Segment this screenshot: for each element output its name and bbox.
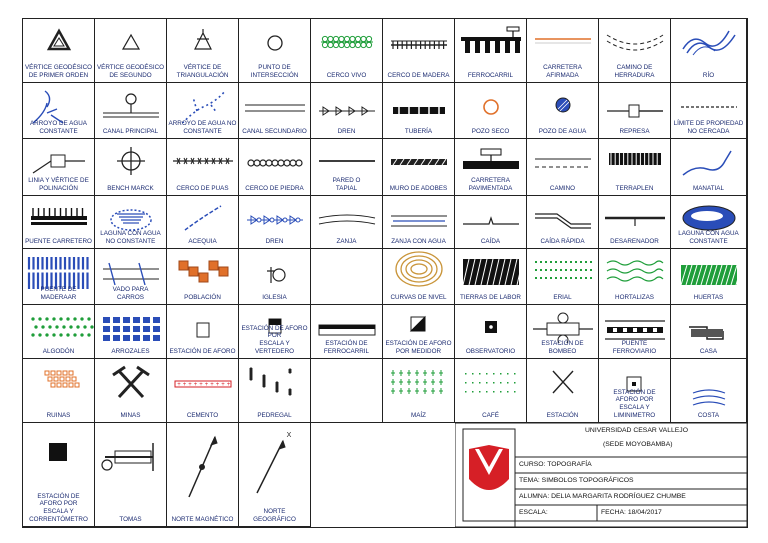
dam-icon	[599, 83, 671, 123]
barbed-fence-icon	[167, 139, 239, 180]
svg-text:+: +	[210, 382, 214, 388]
symbol-cell	[383, 249, 455, 305]
symbol-cell	[311, 139, 383, 196]
date-label: FECHA: 18/04/2017	[601, 509, 662, 516]
symbol-label: CARRETERA AFIRMADA	[543, 64, 582, 80]
symbol-cell	[311, 305, 383, 359]
pipe-icon	[383, 83, 455, 123]
railway-icon	[455, 19, 527, 67]
title-block	[455, 423, 747, 527]
symbol-cell	[383, 83, 455, 139]
symbol-label: DESARENADOR	[610, 238, 659, 246]
symbol-label: LAGUNA CON AGUA CONSTANTE	[678, 230, 739, 246]
embankment-icon	[599, 139, 671, 180]
symbol-label: ESTACIÓN DE AFORO POR ESCALA Y VERTEDERO	[241, 324, 308, 356]
symbol-label: ALGODÓN	[42, 348, 75, 356]
symbol-label: VÉRTICE GEODÉSICO DE PRIMER ORDEN	[24, 64, 93, 80]
symbol-cell	[23, 359, 95, 423]
symbol-label: DREN	[337, 128, 356, 136]
symbol-label: CAFÉ	[482, 412, 499, 420]
symbol-cell	[95, 249, 167, 305]
symbol-label: MAÍZ	[410, 412, 427, 420]
symbol-label: ESTACIÓN DE AFORO POR ESCALA Y CORRENTÓMETRO	[29, 492, 88, 524]
symbol-label: ESTACIÓN DE AFORO POR MEDIDOR	[385, 340, 452, 356]
symbol-label: IGLESIA	[262, 294, 287, 302]
symbol-label: TERRAPLEN	[615, 185, 654, 193]
symbol-cell	[671, 196, 747, 249]
svg-text:X: X	[286, 432, 292, 439]
symbol-label: ESTACIÓN DE FERROCARRIL	[323, 340, 370, 356]
symbol-label: POBLACIÓN	[184, 294, 221, 302]
symbol-label: ZANJA	[336, 238, 357, 246]
symbol-cell	[95, 423, 167, 527]
symbol-cell	[671, 19, 747, 83]
symbol-label: ARROYO DE AGUA NO CONSTANTE	[168, 120, 237, 136]
stony-ground-icon	[239, 359, 311, 407]
wasteland-icon	[527, 249, 599, 289]
symbol-cell	[95, 139, 167, 196]
symbol-label: BENCH MARCK	[107, 185, 154, 193]
symbol-cell	[23, 83, 95, 139]
cotton-icon	[23, 305, 95, 343]
symbol-label: ESTACIÓN DE AFORO	[169, 348, 236, 356]
symbol-label: TIERRAS DE LABOR	[460, 294, 521, 302]
symbol-cell	[527, 19, 599, 83]
symbol-label: CAMINO DE HERRADURA	[614, 64, 655, 80]
empty-icon	[311, 359, 383, 407]
symbol-label: COSTA	[697, 412, 720, 420]
triangle-outline-icon	[95, 19, 167, 67]
symbol-label: CERCO VIVO	[326, 72, 367, 80]
intake-icon	[95, 423, 167, 511]
symbol-label: PUNTO DE INTERSECCIÓN	[250, 64, 299, 80]
water-trench-icon	[383, 196, 455, 233]
symbol-cell	[455, 19, 527, 83]
symbol-cell	[527, 196, 599, 249]
symbol-cell	[599, 249, 671, 305]
symbol-cell	[239, 305, 311, 359]
symbol-cell	[455, 305, 527, 359]
circle-icon	[239, 19, 311, 67]
symbol-label: POZO DE AGUA	[538, 128, 587, 136]
ditch-icon	[167, 196, 239, 233]
symbol-cell	[311, 196, 383, 249]
drain-icon	[311, 83, 383, 123]
polygon-vertex-icon	[23, 139, 95, 180]
symbol-cell	[671, 305, 747, 359]
symbol-cell	[167, 423, 239, 527]
bridle-path-icon	[599, 19, 671, 67]
road-icon	[527, 139, 599, 180]
symbol-cell	[599, 196, 671, 249]
triangulation-icon	[167, 19, 239, 67]
symbol-label: TUBERÍA	[404, 128, 433, 136]
symbol-label: PARED O TAPIAL	[332, 177, 361, 193]
symbol-label: CANAL SECUNDARIO	[242, 128, 307, 136]
sand-trap-icon	[599, 196, 671, 233]
symbol-cell	[599, 305, 671, 359]
symbol-label: TOMAS	[119, 516, 142, 524]
stream-icon	[23, 83, 95, 123]
geographic-north-icon	[239, 423, 311, 511]
symbol-label: NORTE GEOGRÁFICO	[253, 508, 296, 524]
university-logo-icon	[467, 443, 511, 503]
symbol-label: CARRETERA PAVIMENTADA	[468, 177, 513, 193]
symbol-cell	[383, 359, 455, 423]
pump-station-icon	[527, 305, 599, 343]
symbol-label: LÍMITE DE PROPIEDAD NO CERCADA	[673, 120, 744, 136]
blue-rectangle-icon	[311, 249, 383, 289]
symbol-label: NORTE MAGNÉTICO	[171, 516, 234, 524]
symbol-label: LAGUNA CON AGUA NO CONSTANTE	[100, 230, 161, 246]
dry-well-icon	[455, 83, 527, 123]
symbol-label: HUERTAS	[693, 294, 724, 302]
symbol-cell	[239, 249, 311, 305]
symbol-cell	[311, 249, 383, 305]
symbol-cell	[599, 359, 671, 423]
hedge-icon	[311, 19, 383, 67]
cement-icon	[167, 359, 239, 407]
symbol-cell	[671, 139, 747, 196]
house-icon	[671, 305, 747, 343]
water-well-icon	[527, 83, 599, 123]
symbol-label: OBSERVATORIO	[465, 348, 516, 356]
symbol-label: CURVAS DE NIVEL	[390, 294, 447, 302]
symbol-label: CAMINO	[549, 185, 576, 193]
gauging-station-icon	[167, 305, 239, 343]
symbol-label: ESTACIÓN DE BOMBEO	[541, 340, 584, 356]
symbol-label: RUINAS	[46, 412, 71, 420]
station-x-icon	[527, 359, 599, 407]
railway-station-icon	[311, 305, 383, 343]
river-icon	[671, 19, 747, 67]
symbol-label: MURO DE ADOBES	[389, 185, 448, 193]
svg-text:+: +	[215, 382, 220, 388]
symbol-label: VÉRTICE DE TRIANGULACIÓN	[176, 64, 229, 80]
symbol-cell	[671, 83, 747, 139]
symbol-label: CASA	[699, 348, 718, 356]
symbol-label: CEMENTO	[186, 412, 219, 420]
symbol-label: ZANJA CON AGUA	[391, 238, 446, 246]
corn-icon	[383, 359, 455, 407]
symbol-cell	[599, 83, 671, 139]
symbol-label: ESTACIÓN	[546, 412, 579, 420]
symbol-cell	[167, 19, 239, 83]
svg-text:+: +	[199, 382, 203, 388]
symbol-cell	[671, 249, 747, 305]
symbol-label: ARROYO DE AGUA CONSTANTE	[29, 120, 88, 136]
symbol-cell	[311, 83, 383, 139]
bench-mark-icon	[95, 139, 167, 180]
symbol-label: REPRESA	[619, 128, 650, 136]
symbol-cell	[95, 83, 167, 139]
mines-icon	[95, 359, 167, 407]
symbol-cell	[527, 83, 599, 139]
farmland-icon	[455, 249, 527, 289]
symbol-cell	[671, 359, 747, 423]
symbol-cell	[239, 359, 311, 423]
symbol-label: HORTALIZAS	[615, 294, 654, 302]
symbol-label: CANAL PRINCIPAL	[102, 128, 159, 136]
symbol-cell	[239, 196, 311, 249]
symbol-cell	[239, 423, 311, 527]
symbol-label: PUENTE CARRETERO	[25, 238, 92, 246]
symbol-cell	[239, 19, 311, 83]
road-bridge-icon	[23, 196, 95, 233]
symbol-cell	[23, 249, 95, 305]
symbol-cell	[23, 196, 95, 249]
adobe-wall-icon	[383, 139, 455, 180]
symbol-cell	[239, 83, 311, 139]
symbol-label: POZO SECO	[471, 128, 510, 136]
rapid-drop-icon	[527, 196, 599, 233]
symbol-cell	[527, 359, 599, 423]
symbol-cell	[599, 19, 671, 83]
university-name: UNIVERSIDAD CESAR VALLEJO	[585, 427, 688, 434]
svg-text:+: +	[193, 382, 198, 388]
ruins-icon	[23, 359, 95, 407]
intermittent-stream-icon	[167, 83, 239, 123]
paved-highway-icon	[455, 139, 527, 180]
symbol-label: LINIA Y VÉRTICE DE POLINACIÓN	[28, 177, 89, 193]
contour-lines-icon	[383, 249, 455, 289]
symbol-label: DREN	[265, 238, 284, 246]
church-icon	[239, 249, 311, 289]
symbol-cell	[599, 139, 671, 196]
symbol-label: CAÍDA	[480, 238, 501, 246]
svg-text:+: +	[226, 382, 231, 388]
symbol-label: PUENTE FERROVIARIO	[612, 340, 657, 356]
student-label: ALUMNA: DELIA MARGARITA RODRÍGUEZ CHUMBE	[519, 493, 686, 500]
symbol-label: PUENTE DE MADERAAR	[40, 286, 77, 302]
symbol-cell	[455, 139, 527, 196]
symbol-cell	[167, 359, 239, 423]
symbol-cell	[455, 196, 527, 249]
symbol-label: CAÍDA RÁPIDA	[540, 238, 585, 246]
coast-icon	[671, 359, 747, 407]
symbol-label: FERROCARRIL	[467, 72, 514, 80]
coffee-icon	[455, 359, 527, 407]
stone-fence-icon	[239, 139, 311, 180]
intermittent-lagoon-icon	[95, 196, 167, 233]
scale-label: ESCALA:	[519, 509, 548, 516]
symbol-label: MANATIAL	[692, 185, 725, 193]
symbol-label: RÍO	[702, 72, 715, 80]
wall-icon	[311, 139, 383, 180]
symbol-cell	[455, 359, 527, 423]
observatory-icon	[455, 305, 527, 343]
symbol-label: ARROZALES	[111, 348, 150, 356]
symbol-label: PEDREGAL	[257, 412, 292, 420]
topic-label: TEMA: SIMBOLOS TOPOGRÁFICOS	[519, 477, 634, 484]
symbol-cell	[455, 249, 527, 305]
svg-text:+: +	[182, 382, 187, 388]
svg-text:+: +	[188, 382, 192, 388]
symbol-cell	[311, 19, 383, 83]
course-label: CURSO: TOPOGRAFÍA	[519, 461, 592, 468]
railway-bridge-icon	[599, 305, 671, 343]
symbol-cell	[383, 139, 455, 196]
symbol-cell	[95, 19, 167, 83]
symbol-label: CERCO DE PUAS	[176, 185, 229, 193]
symbol-label: ACEQUIA	[188, 238, 217, 246]
svg-text:+: +	[221, 382, 225, 388]
symbol-cell	[95, 305, 167, 359]
rice-field-icon	[95, 305, 167, 343]
paved-road-line-icon	[527, 19, 599, 67]
lagoon-icon	[671, 196, 747, 233]
wood-fence-icon	[383, 19, 455, 67]
symbol-label: VADO PARA CARROS	[112, 286, 149, 302]
symbol-cell	[95, 196, 167, 249]
triangle-vertex-icon	[23, 19, 95, 67]
magnetic-north-icon	[167, 423, 239, 511]
symbol-cell	[239, 139, 311, 196]
symbol-label: CERCO DE MADERA	[387, 72, 450, 80]
symbol-label: VÉRTICE GEODÉSICO DE SEGUNDO	[96, 64, 165, 80]
symbol-sheet	[22, 18, 748, 528]
symbol-cell	[167, 83, 239, 139]
symbol-cell	[527, 139, 599, 196]
symbol-label: ESTACIÓN DE AFORO POR ESCALA Y LIMINIMETRO	[613, 388, 656, 420]
symbol-cell	[23, 139, 95, 196]
symbol-cell	[383, 305, 455, 359]
symbol-cell	[23, 305, 95, 359]
symbol-cell	[383, 196, 455, 249]
trench-icon	[311, 196, 383, 233]
symbol-cell	[167, 249, 239, 305]
main-canal-icon	[95, 83, 167, 123]
symbol-cell	[527, 249, 599, 305]
ford-icon	[95, 249, 167, 289]
svg-text:+: +	[177, 382, 181, 388]
wood-bridge-icon	[23, 249, 95, 289]
symbol-cell	[167, 196, 239, 249]
symbol-cell	[23, 423, 95, 527]
campus-name: (SEDE MOYOBAMBA)	[603, 441, 673, 448]
symbol-cell	[167, 139, 239, 196]
symbol-label: MINAS	[120, 412, 141, 420]
symbol-cell	[95, 359, 167, 423]
property-limit-icon	[671, 83, 747, 123]
drain-line-icon	[239, 196, 311, 233]
vegetables-icon	[599, 249, 671, 289]
symbol-cell	[383, 19, 455, 83]
symbol-cell	[455, 83, 527, 139]
town-icon	[167, 249, 239, 289]
spring-icon	[671, 139, 747, 180]
drop-icon	[455, 196, 527, 233]
symbol-cell	[311, 359, 383, 423]
secondary-canal-icon	[239, 83, 311, 123]
symbol-cell	[527, 305, 599, 359]
symbol-cell	[23, 19, 95, 83]
svg-text:+: +	[204, 382, 209, 388]
symbol-label: ERIAL	[553, 294, 572, 302]
meter-station-icon	[383, 305, 455, 343]
orchard-icon	[671, 249, 747, 289]
symbol-cell	[167, 305, 239, 359]
symbol-label: CERCO DE PIEDRA	[245, 185, 304, 193]
